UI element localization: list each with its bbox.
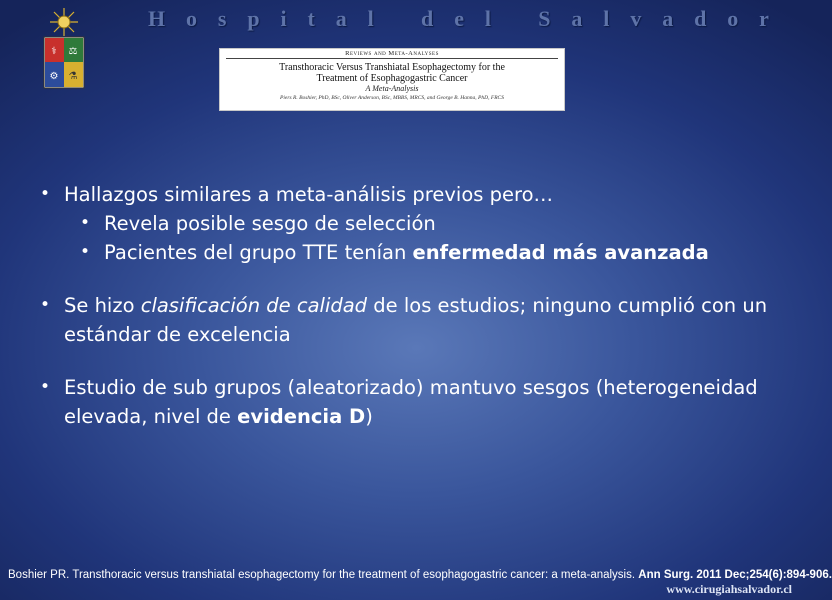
paper-rule [226, 58, 558, 59]
citation-journal: Ann Surg. 2011 Dec;254(6):894-906. [638, 569, 832, 581]
paper-authors: Piers R. Boshier, PhD, BSc, Oliver Anderson, BSc, MBBS, MRCS, and George B. Hanna, PhD, FRCS [280, 95, 504, 101]
article-header-image [219, 48, 565, 111]
paper-title-line1: Transthoracic Versus Transhiatal Esophagectomy for the [279, 62, 505, 73]
bullet-1 [38, 180, 778, 209]
university-coat-of-arms-icon [40, 6, 88, 90]
svg-text:⚙: ⚙ [49, 71, 59, 82]
bullet-1a-text: Revela posible sesgo de selección [104, 212, 436, 235]
paper-section: Reviews and Meta-Analyses [345, 50, 439, 57]
citation-text: Boshier PR. Transthoracic versus transhiatal esophagectomy for the treatment of esophagogastric cancer: a meta-analysis. [8, 569, 639, 581]
bullet-3-emphasis: evidencia D [237, 405, 366, 428]
header-title: Hospital del Salvador [148, 6, 790, 31]
bullet-3-text-end: ) [365, 405, 373, 428]
paper-subtitle: A Meta-Analysis [365, 84, 419, 93]
bullet-2 [38, 291, 778, 349]
bullet-2-italic: clasificación de calidad [140, 294, 368, 317]
bullet-1b-emphasis: enfermedad más avanzada [412, 241, 709, 264]
svg-text:⚖: ⚖ [68, 46, 78, 57]
bullet-2-text-start: Se hizo [64, 294, 141, 317]
footer-url: www.cirugiahsalvador.cl [666, 582, 792, 596]
bullet-3 [38, 373, 778, 431]
bullet-2-text-end: de los estudios; ninguno cumplió con un estándar de excelencia [64, 294, 768, 346]
paper-title-line2: Treatment of Esophagogastric Cancer [316, 73, 468, 84]
bullet-1-text: Hallazgos similares a meta-análisis previos pero… [64, 183, 554, 206]
svg-text:⚗: ⚗ [68, 71, 78, 82]
svg-text:⚕: ⚕ [51, 46, 57, 57]
footer-citation [8, 569, 832, 581]
bullet-1b [38, 238, 778, 267]
bullet-1b-text: Pacientes del grupo TTE tenían [104, 241, 413, 264]
bullet-list [38, 180, 778, 431]
bullet-1a [38, 209, 778, 238]
bullet-3-text-start: Estudio de sub grupos (aleatorizado) mantuvo sesgos (heterogeneidad elevada, nivel de [64, 376, 758, 428]
